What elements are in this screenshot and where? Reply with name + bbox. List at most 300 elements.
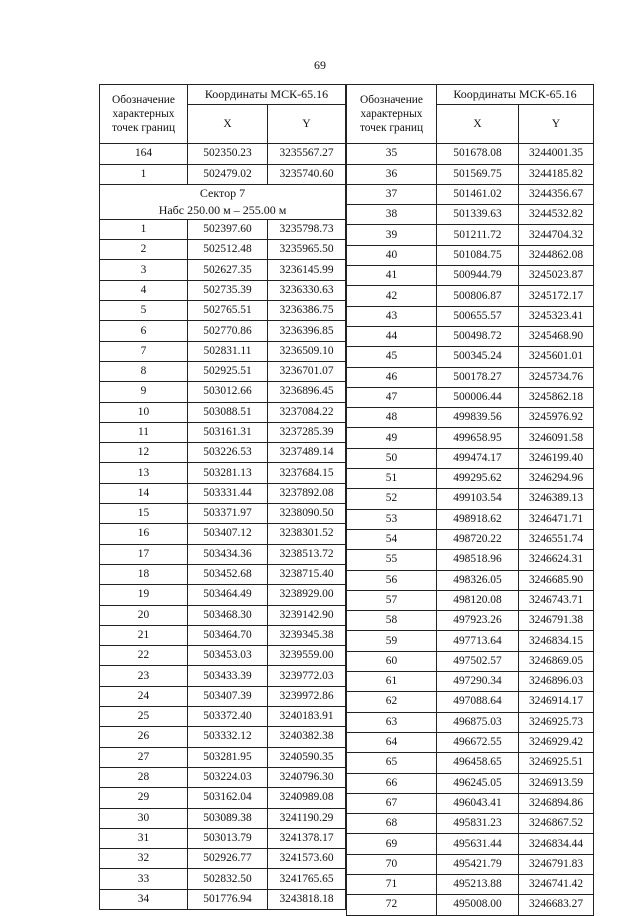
coord-y: 3241573.60 [268, 849, 346, 869]
point-number: 22 [100, 646, 188, 666]
coord-y: 3238090.50 [268, 504, 346, 524]
point-number: 35 [347, 144, 437, 164]
table-row [347, 773, 594, 793]
point-number: 20 [100, 605, 188, 625]
coord-x: 503453.03 [188, 646, 268, 666]
coord-y: 3243818.18 [268, 889, 346, 909]
coord-y: 3246925.73 [519, 712, 594, 732]
point-number: 31 [100, 828, 188, 848]
table-row [100, 301, 346, 321]
coord-x: 501776.94 [188, 889, 268, 909]
table-row [100, 544, 346, 564]
coord-y: 3246551.74 [519, 529, 594, 549]
coord-x: 499295.62 [437, 469, 519, 489]
table-row [347, 448, 594, 468]
coord-y: 3239559.00 [268, 646, 346, 666]
coord-y: 3245734.76 [519, 367, 594, 387]
point-number: 50 [347, 448, 437, 468]
table-row [347, 144, 594, 164]
coord-x: 500178.27 [437, 367, 519, 387]
coord-x: 496672.55 [437, 732, 519, 752]
coord-x: 497088.64 [437, 692, 519, 712]
coord-y: 3246914.17 [519, 692, 594, 712]
designation-label: Обозначение [360, 94, 423, 107]
sector-height-range: Набс 250.00 м – 255.00 м [158, 202, 287, 217]
coord-y: 3246091.58 [519, 428, 594, 448]
x-header: X [188, 105, 268, 144]
point-number: 62 [347, 692, 437, 712]
table-row [100, 321, 346, 341]
table-row [347, 245, 594, 265]
coord-x: 502479.02 [188, 164, 268, 184]
point-number: 18 [100, 564, 188, 584]
coord-x: 496043.41 [437, 793, 519, 813]
table-row [100, 341, 346, 361]
table-row [100, 402, 346, 422]
coord-y: 3246925.51 [519, 753, 594, 773]
coord-x: 502735.39 [188, 280, 268, 300]
point-number: 2 [100, 240, 188, 260]
table-row [347, 814, 594, 834]
point-number: 24 [100, 686, 188, 706]
coord-x: 497502.57 [437, 651, 519, 671]
coord-y: 3236509.10 [268, 341, 346, 361]
point-number: 13 [100, 463, 188, 483]
table-row [347, 651, 594, 671]
point-number: 15 [100, 504, 188, 524]
coord-y: 3240796.30 [268, 767, 346, 787]
point-number: 16 [100, 524, 188, 544]
table-row [347, 611, 594, 631]
table-row [347, 529, 594, 549]
coord-x: 500806.87 [437, 286, 519, 306]
point-number: 23 [100, 666, 188, 686]
coord-y: 3245172.17 [519, 286, 594, 306]
coord-y: 3245323.41 [519, 306, 594, 326]
table-row [347, 834, 594, 854]
table-row [100, 727, 346, 747]
coord-x: 497923.26 [437, 611, 519, 631]
coord-y: 3246913.59 [519, 773, 594, 793]
coord-y: 3244704.32 [519, 225, 594, 245]
table-row [347, 672, 594, 692]
coord-y: 3240382.38 [268, 727, 346, 747]
coord-y: 3246929.42 [519, 732, 594, 752]
point-number: 7 [100, 341, 188, 361]
table-row [347, 631, 594, 651]
coord-x: 503372.40 [188, 707, 268, 727]
table-row [347, 184, 594, 204]
point-number: 6 [100, 321, 188, 341]
point-number: 47 [347, 387, 437, 407]
coord-x: 503332.12 [188, 727, 268, 747]
point-number: 25 [100, 707, 188, 727]
coord-y: 3246743.71 [519, 590, 594, 610]
point-number: 71 [347, 874, 437, 894]
coord-x: 503464.49 [188, 585, 268, 605]
point-number: 33 [100, 869, 188, 889]
coord-y: 3238513.72 [268, 544, 346, 564]
point-number: 36 [347, 164, 437, 184]
coord-y: 3244185.82 [519, 164, 594, 184]
point-number: 38 [347, 205, 437, 225]
table-row [347, 692, 594, 712]
point-number: 60 [347, 651, 437, 671]
point-number: 40 [347, 245, 437, 265]
coord-x: 501084.75 [437, 245, 519, 265]
coord-y: 3245862.18 [519, 387, 594, 407]
coord-y: 3245468.90 [519, 326, 594, 346]
coord-x: 496245.05 [437, 773, 519, 793]
coord-y: 3246199.40 [519, 448, 594, 468]
coord-y: 3240989.08 [268, 788, 346, 808]
coord-x: 503281.13 [188, 463, 268, 483]
coord-y: 3246471.71 [519, 509, 594, 529]
point-number: 59 [347, 631, 437, 651]
point-number: 45 [347, 347, 437, 367]
table-row [100, 144, 346, 164]
table-row [100, 767, 346, 787]
point-number: 32 [100, 849, 188, 869]
sector-cell [100, 184, 346, 219]
coord-y: 3240183.91 [268, 707, 346, 727]
table-row [347, 753, 594, 773]
coord-y: 3246741.42 [519, 874, 594, 894]
coord-x: 503226.53 [188, 443, 268, 463]
sector-row [100, 184, 346, 219]
point-number: 48 [347, 408, 437, 428]
coord-y: 3236330.63 [268, 280, 346, 300]
coord-x: 500655.57 [437, 306, 519, 326]
coord-x: 498720.22 [437, 529, 519, 549]
coord-y: 3246389.13 [519, 489, 594, 509]
coord-x: 502831.11 [188, 341, 268, 361]
table-row [100, 219, 346, 239]
coordinates-table-left [99, 84, 346, 910]
coord-x: 496875.03 [437, 712, 519, 732]
coord-x: 501339.63 [437, 205, 519, 225]
table-row [100, 164, 346, 184]
table-row [347, 205, 594, 225]
coord-x: 495831.23 [437, 814, 519, 834]
point-number: 26 [100, 727, 188, 747]
point-number: 5 [100, 301, 188, 321]
coord-x: 503224.03 [188, 767, 268, 787]
coord-x: 503281.95 [188, 747, 268, 767]
coordinates-table-right [346, 84, 594, 916]
table-row [347, 732, 594, 752]
point-number: 42 [347, 286, 437, 306]
table-row [100, 646, 346, 666]
coord-y: 3246894.86 [519, 793, 594, 813]
point-number: 9 [100, 382, 188, 402]
table-row [100, 564, 346, 584]
coord-x: 501211.72 [437, 225, 519, 245]
coord-y: 3235798.73 [268, 219, 346, 239]
point-number: 44 [347, 326, 437, 346]
table-row [100, 483, 346, 503]
coord-x: 502627.35 [188, 260, 268, 280]
coord-y: 3245023.87 [519, 266, 594, 286]
table-row [347, 874, 594, 894]
coord-y: 3237489.14 [268, 443, 346, 463]
coord-x: 503407.12 [188, 524, 268, 544]
table-row [100, 889, 346, 909]
coord-y: 3235965.50 [268, 240, 346, 260]
point-number: 12 [100, 443, 188, 463]
coord-x: 500498.72 [437, 326, 519, 346]
coord-y: 3237684.15 [268, 463, 346, 483]
coord-x: 500345.24 [437, 347, 519, 367]
designation-label: Обозначение [112, 94, 175, 107]
coord-x: 502397.60 [188, 219, 268, 239]
point-number: 11 [100, 422, 188, 442]
point-number: 39 [347, 225, 437, 245]
coord-y: 3235740.60 [268, 164, 346, 184]
coord-y: 3246867.52 [519, 814, 594, 834]
table-row [100, 422, 346, 442]
point-number: 52 [347, 489, 437, 509]
coord-x: 503088.51 [188, 402, 268, 422]
point-number: 57 [347, 590, 437, 610]
coord-y: 3245976.92 [519, 408, 594, 428]
coord-x: 502512.48 [188, 240, 268, 260]
point-number: 65 [347, 753, 437, 773]
coord-x: 500006.44 [437, 387, 519, 407]
coord-x: 495421.79 [437, 854, 519, 874]
coord-y: 3246869.05 [519, 651, 594, 671]
table-row [100, 707, 346, 727]
table-row [347, 854, 594, 874]
coord-y: 3236386.75 [268, 301, 346, 321]
coordinates-header: Координаты МСК-65.16 [188, 85, 346, 105]
coord-x: 503161.31 [188, 422, 268, 442]
point-number: 34 [100, 889, 188, 909]
coord-x: 503013.79 [188, 828, 268, 848]
table-row [100, 849, 346, 869]
table-row [347, 164, 594, 184]
table-row [100, 666, 346, 686]
point-number: 70 [347, 854, 437, 874]
coord-x: 497290.34 [437, 672, 519, 692]
coord-x: 498120.08 [437, 590, 519, 610]
point-number: 19 [100, 585, 188, 605]
coord-y: 3246896.03 [519, 672, 594, 692]
coord-x: 503407.39 [188, 686, 268, 706]
table-row [100, 869, 346, 889]
y-header: Y [268, 105, 346, 144]
point-number: 54 [347, 529, 437, 549]
point-number: 53 [347, 509, 437, 529]
table-row [347, 225, 594, 245]
coord-x: 501678.08 [437, 144, 519, 164]
coord-y: 3246791.38 [519, 611, 594, 631]
point-number: 46 [347, 367, 437, 387]
point-number: 56 [347, 570, 437, 590]
table-row [347, 326, 594, 346]
table-row [347, 590, 594, 610]
table-row [347, 347, 594, 367]
point-number: 51 [347, 469, 437, 489]
coord-x: 499658.95 [437, 428, 519, 448]
coord-x: 499474.17 [437, 448, 519, 468]
coord-y: 3241378.17 [268, 828, 346, 848]
point-number: 3 [100, 260, 188, 280]
point-number: 1 [100, 219, 188, 239]
designation-header [347, 85, 437, 144]
point-number: 28 [100, 767, 188, 787]
coord-x: 503434.36 [188, 544, 268, 564]
coord-x: 503452.68 [188, 564, 268, 584]
table-row [347, 712, 594, 732]
table-row [347, 793, 594, 813]
point-number: 61 [347, 672, 437, 692]
point-number: 55 [347, 550, 437, 570]
point-number: 72 [347, 895, 437, 915]
table-row [347, 509, 594, 529]
coord-y: 3239345.38 [268, 625, 346, 645]
table-row [100, 463, 346, 483]
coord-x: 495008.00 [437, 895, 519, 915]
coord-x: 503012.66 [188, 382, 268, 402]
table-row [100, 280, 346, 300]
point-number: 10 [100, 402, 188, 422]
point-number: 49 [347, 428, 437, 448]
table-row [100, 524, 346, 544]
table-row [100, 240, 346, 260]
coord-y: 3246791.83 [519, 854, 594, 874]
table-row [347, 489, 594, 509]
coord-x: 496458.65 [437, 753, 519, 773]
coord-y: 3246294.96 [519, 469, 594, 489]
coord-x: 498918.62 [437, 509, 519, 529]
table-row [100, 605, 346, 625]
coord-y: 3238301.52 [268, 524, 346, 544]
table-row [347, 286, 594, 306]
table-row [100, 585, 346, 605]
point-number: 66 [347, 773, 437, 793]
coord-x: 502926.77 [188, 849, 268, 869]
point-number: 27 [100, 747, 188, 767]
table-row [347, 367, 594, 387]
point-number: 1 [100, 164, 188, 184]
coord-y: 3239772.03 [268, 666, 346, 686]
table-row [100, 788, 346, 808]
table-row [347, 428, 594, 448]
coord-y: 3244532.82 [519, 205, 594, 225]
coord-x: 502925.51 [188, 361, 268, 381]
table-row [100, 260, 346, 280]
coord-y: 3236145.99 [268, 260, 346, 280]
coord-y: 3246834.44 [519, 834, 594, 854]
point-number: 4 [100, 280, 188, 300]
coord-x: 498326.05 [437, 570, 519, 590]
designation-sub: характерных точек границ [111, 108, 176, 135]
point-number: 43 [347, 306, 437, 326]
table-row [100, 808, 346, 828]
point-number: 63 [347, 712, 437, 732]
coord-y: 3244356.67 [519, 184, 594, 204]
coord-y: 3244001.35 [519, 144, 594, 164]
point-number: 29 [100, 788, 188, 808]
coord-y: 3246624.31 [519, 550, 594, 570]
point-number: 37 [347, 184, 437, 204]
coord-y: 3238929.00 [268, 585, 346, 605]
header-row [100, 85, 346, 105]
point-number: 69 [347, 834, 437, 854]
table-row [347, 387, 594, 407]
table-row [100, 443, 346, 463]
coord-x: 499103.54 [437, 489, 519, 509]
table-row [347, 895, 594, 915]
coord-y: 3241765.65 [268, 869, 346, 889]
point-number: 64 [347, 732, 437, 752]
point-number: 8 [100, 361, 188, 381]
designation-sub: характерных точек границ [359, 108, 424, 135]
coord-x: 502350.23 [188, 144, 268, 164]
table-row [100, 625, 346, 645]
table-row [100, 361, 346, 381]
coord-x: 501569.75 [437, 164, 519, 184]
coord-x: 497713.64 [437, 631, 519, 651]
header-row [347, 85, 594, 105]
table-row [347, 266, 594, 286]
coord-x: 498518.96 [437, 550, 519, 570]
coord-y: 3240590.35 [268, 747, 346, 767]
coord-y: 3245601.01 [519, 347, 594, 367]
coord-x: 502765.51 [188, 301, 268, 321]
point-number: 30 [100, 808, 188, 828]
point-number: 58 [347, 611, 437, 631]
table-row [347, 550, 594, 570]
point-number: 164 [100, 144, 188, 164]
coord-y: 3237084.22 [268, 402, 346, 422]
coord-x: 501461.02 [437, 184, 519, 204]
point-number: 68 [347, 814, 437, 834]
coord-y: 3236701.07 [268, 361, 346, 381]
coord-y: 3238715.40 [268, 564, 346, 584]
coord-x: 503371.97 [188, 504, 268, 524]
coord-y: 3239972.86 [268, 686, 346, 706]
coord-x: 502770.86 [188, 321, 268, 341]
coord-x: 502832.50 [188, 869, 268, 889]
coord-y: 3237892.08 [268, 483, 346, 503]
sector-title: Сектор 7 [199, 185, 246, 200]
coord-y: 3244862.08 [519, 245, 594, 265]
point-number: 14 [100, 483, 188, 503]
point-number: 67 [347, 793, 437, 813]
coord-y: 3241190.29 [268, 808, 346, 828]
table-row [100, 382, 346, 402]
page-number: 69 [314, 58, 326, 72]
x-header: X [437, 105, 519, 144]
coord-y: 3236896.45 [268, 382, 346, 402]
coord-y: 3236396.85 [268, 321, 346, 341]
y-header: Y [519, 105, 594, 144]
coord-y: 3239142.90 [268, 605, 346, 625]
coord-x: 503162.04 [188, 788, 268, 808]
coord-x: 503464.70 [188, 625, 268, 645]
coord-x: 500944.79 [437, 266, 519, 286]
table-row [100, 504, 346, 524]
table-row [100, 686, 346, 706]
coord-y: 3237285.39 [268, 422, 346, 442]
table-row [347, 469, 594, 489]
coord-x: 503433.39 [188, 666, 268, 686]
table-row [100, 828, 346, 848]
coordinates-header: Координаты МСК-65.16 [437, 85, 594, 105]
designation-header [100, 85, 188, 144]
